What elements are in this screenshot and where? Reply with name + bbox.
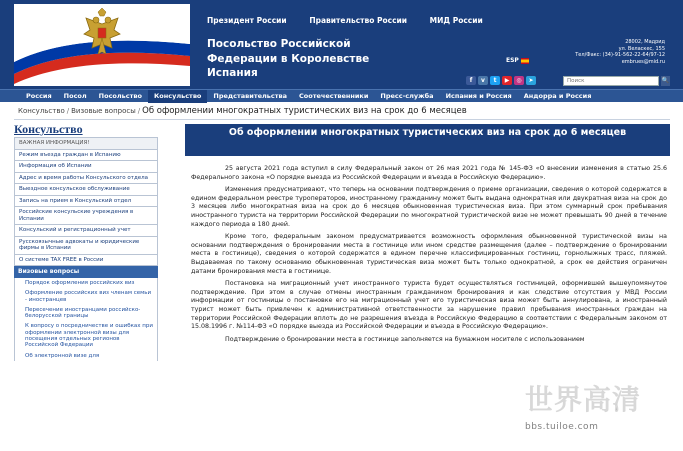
link-government[interactable]: Правительство России (309, 16, 408, 25)
sidebar-title[interactable]: Консульство (14, 122, 83, 136)
vk-icon[interactable]: v (478, 76, 488, 85)
instagram-icon[interactable]: ◎ (514, 76, 524, 85)
contact-city: 28002, Мадрид (625, 39, 665, 45)
breadcrumb-current: Об оформлении многократных туристических виз на срок до 6 месяцев (142, 106, 467, 116)
sidebar-subitem-evisa[interactable]: Об электронной визе для (14, 351, 158, 361)
watermark-text: 世界高清 (525, 383, 642, 416)
breadcrumb-consulate[interactable]: Консульство (18, 107, 65, 115)
sidebar-item-address-hours[interactable]: Адрес и время работы Консульского отдела (14, 173, 158, 185)
sidebar-subitem-family-visa[interactable]: Оформление российских виз членам семьи - иностранцев (14, 288, 158, 305)
nav-item-ambassador[interactable]: Посол (63, 91, 87, 100)
page-title: Об оформлении многократных туристических виз на срок до 6 месяцев (185, 124, 670, 156)
nav-item-representations[interactable]: Представительства (213, 91, 287, 100)
breadcrumb-visa[interactable]: Визовые вопросы (71, 107, 136, 115)
article-body (185, 165, 670, 344)
breadcrumb-divider (14, 119, 670, 120)
sidebar-item-important[interactable]: ВАЖНАЯ ИНФОРМАЦИЯ! (14, 137, 158, 150)
top-links (207, 16, 503, 25)
contact-street: ул. Веласкес, 155 (618, 45, 665, 52)
youtube-icon[interactable]: ▶ (502, 76, 512, 85)
search-icon: 🔍 (661, 77, 670, 84)
breadcrumb (18, 106, 467, 116)
sidebar-item-tax-free[interactable]: О системе TAX FREE в России (14, 255, 158, 267)
contact-phone: Тел/Факс: (34)-91-562-22-64/97-12 (575, 52, 665, 58)
nav-item-embassy[interactable]: Посольство (98, 91, 142, 100)
sidebar-item-entry-regime[interactable]: Режим въезда граждан в Испанию (14, 150, 158, 162)
spain-flag-icon (521, 58, 529, 64)
main-nav (0, 89, 683, 102)
search-button[interactable] (661, 76, 670, 86)
social-links (466, 76, 536, 85)
article-paragraph: Изменения предусматривают, что теперь на основании подтверждения о приеме организации, сведения о которой содержатся в едином федеральном реестре туроператоров, иностранному гражданину может быть выдана однократная или двукратная виза на срок до 3 месяцев либо многократная виза на срок до 6 месяцев обыкновенная туристическая виза. При этом суммарный срок пребывания иностранного туриста на территории Российской Федерации по многократной туристической визе не может превышать 90 дней в течение каждого периода в 180 дней. (191, 186, 667, 228)
link-president[interactable]: Президент России (207, 16, 287, 25)
link-mfa[interactable]: МИД России (429, 16, 483, 25)
contact-info (515, 39, 665, 65)
nav-item-spain-russia[interactable]: Испания и Россия (445, 91, 512, 100)
article-paragraph: 25 августа 2021 года вступил в силу Федеральный закон от 26 мая 2021 года № 145-ФЗ «О внесении изменения в статью 25.6 Федерального закона «О порядке выезда из Российской Федерации и въезда в Российскую Федерацию». (191, 165, 667, 181)
russian-coat-of-arms-icon (14, 4, 190, 86)
twitter-icon[interactable]: t (490, 76, 500, 85)
language-switch[interactable] (506, 57, 529, 64)
search-input[interactable]: Поиск (563, 76, 659, 86)
nav-item-press[interactable]: Пресс-служба (380, 91, 434, 100)
breadcrumb-separator: / (137, 107, 141, 115)
telegram-icon[interactable]: ➤ (526, 76, 536, 85)
sidebar (14, 122, 158, 361)
nav-item-andorra-russia[interactable]: Андорра и Россия (523, 91, 592, 100)
article-paragraph: Кроме того, федеральным законом предусматривается возможность оформления обыкновенной туристической визы на основании подтверждения о бронировании места в гостинице или ином средстве размещения (далее – подтверждение о бронировании места в гостинице), сведения о которой содержатся в едином перечне классифицированных гостиниц, горнолыжных трасс, пляжей. Выдаваемая по такому основанию обыкновенная туристическая виза может быть только однократной, а срок ее действия ограничен датами бронирования места в гостинице. (191, 233, 667, 275)
main-content (185, 124, 670, 348)
site-header (0, 0, 683, 89)
embassy-title[interactable]: Посольство Российской Федерации в Королевстве Испания (207, 38, 370, 79)
facebook-icon[interactable]: f (466, 76, 476, 85)
nav-item-compatriots[interactable]: Соотечественники (299, 91, 369, 100)
sidebar-subitem-visa-procedure[interactable]: Порядок оформления российских виз (14, 278, 158, 288)
sidebar-section-visa[interactable]: Визовые вопросы (14, 266, 158, 278)
contact-email[interactable]: embrues@mid.ru (621, 58, 665, 65)
nav-item-consulate[interactable]: Консульство (148, 90, 207, 103)
article-paragraph: Постановка на миграционный учет иностранного туриста будет осуществляться гостиницей, оформившей вышеупомянутое подтверждение. При этом в случае отмены иностранным гражданином бронирования и как следствие отсутствия у МВД России информации от гостиницы о постановке его на миграционный учет его туристическая виза может быть аннулирована, а иностранный турист может быть привлечен к административной ответственности за нарушение правил пребывания иностранных граждан на территории Российской Федерации вплоть до не разрешения въезда в Российскую Федерацию в соответствии с Федеральным законом от 15.08.1996 г. №114-ФЗ «О порядке выезда из Российской Федерации и въезда в Российскую Федерацию». (191, 280, 667, 331)
article-paragraph: Подтверждение о бронировании места в гостинице заполняется на бумажном носителе с использованием (225, 335, 585, 343)
nav-item-russia[interactable]: Россия (26, 91, 52, 100)
coat-of-arms-logo[interactable] (14, 4, 190, 86)
sidebar-item-spain-info[interactable]: Информация об Испании (14, 161, 158, 173)
sidebar-item-outreach[interactable]: Выездное консульское обслуживание (14, 184, 158, 196)
watermark (515, 376, 675, 436)
sidebar-item-registration[interactable]: Консульский и регистрационный учет (14, 225, 158, 237)
sidebar-subitem-border-crossing[interactable]: Пересечение иностранцами российско-белорусской границы (14, 305, 158, 322)
sidebar-subitem-evisa-intermediaries[interactable]: К вопросу о посредничестве и ошибках при оформлении электронной визы для посещения отдельных регионов Российской Федерации (14, 321, 158, 350)
sidebar-item-consular-offices[interactable]: Российские консульские учреждения в Испании (14, 207, 158, 225)
breadcrumb-separator: / (66, 107, 70, 115)
sidebar-item-appointment[interactable]: Запись на прием в Консульский отдел (14, 196, 158, 208)
language-label: ESP (506, 57, 519, 64)
watermark-url: bbs.tuiloe.com (525, 422, 599, 432)
sidebar-item-lawyers[interactable]: Русскоязычные адвокаты и юридические фирмы в Испании (14, 237, 158, 255)
